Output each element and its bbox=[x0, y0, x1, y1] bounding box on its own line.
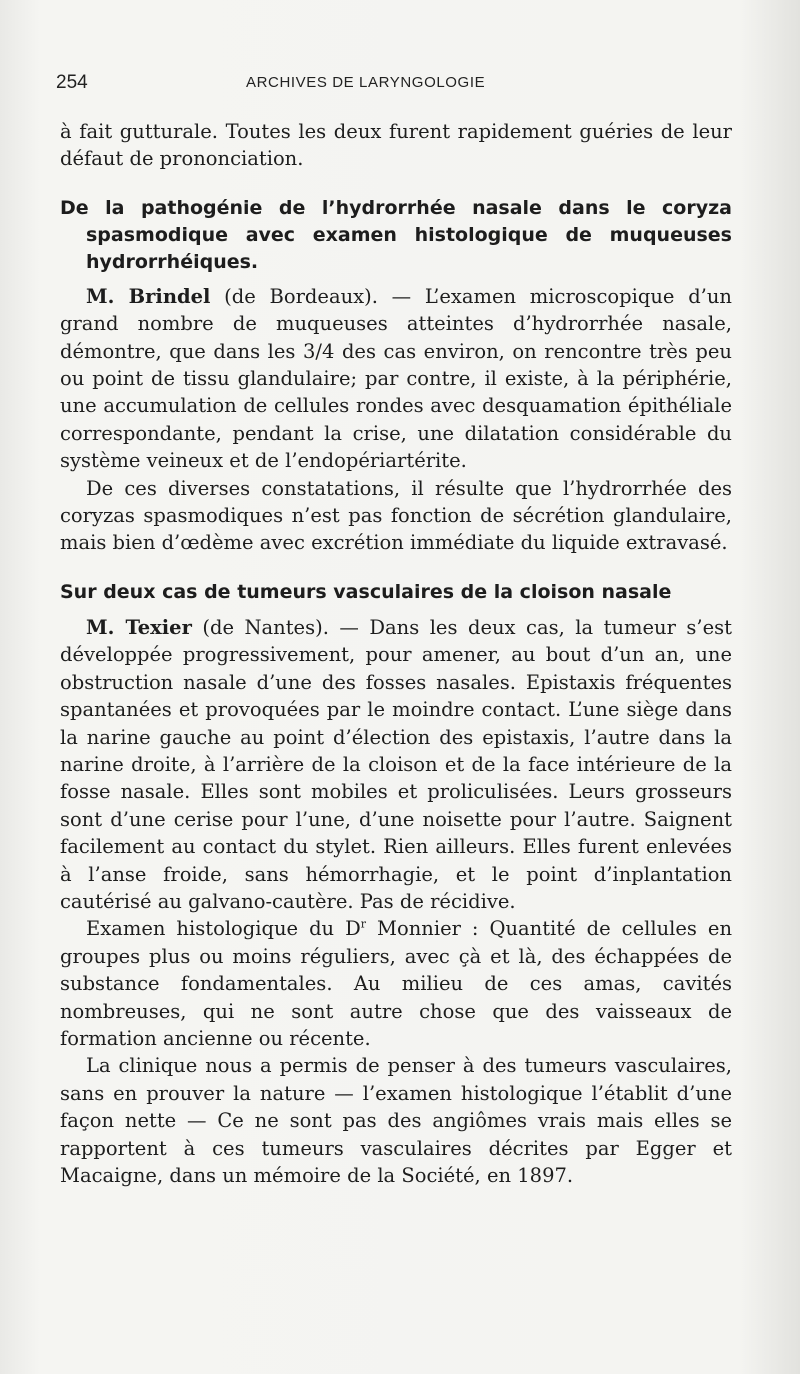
texier-text: (de Nantes). — Dans les deux cas, la tumeur s’est développée progressivement, pour amener, au bout d’un an, une obstruction nasale d’une des fosses nasales. Epistaxis fréquentes spantanées et provoquées par le moindre contact. L’une siège dans la narine gauche au point d’élection des epistaxis, l’autre dans la narine droite, à l’arrière de la cloison et de la face intérieure de la fosse nasale. Elles sont mobiles et proliculisées. Leurs grosseurs sont d’une cerise pour l’une, d’une noisette pour l’autre. Saignent facilement au contact du stylet. Rien ailleurs. Elles furent enlevées à l’anse froide, sans hémorrhagie, et le point d’inplantation cautérisé au galvano-cautère. Pas de récidive. bbox=[60, 615, 733, 913]
body-text bbox=[60, 118, 732, 1189]
speaker-brindel: M. Brindel bbox=[86, 284, 211, 308]
histology-paragraph bbox=[60, 915, 732, 1052]
page-number: 254 bbox=[56, 72, 88, 93]
page-header bbox=[56, 72, 736, 102]
texier-paragraph bbox=[60, 614, 732, 915]
brindel-text: (de Bordeaux). — L’examen microscopique d’un grand nombre de muqueuses atteintes d’hydrorrhée nasale, démontre, que dans les 3/4 des cas environ, on rencontre très peu ou point de tissu glandulaire; par contre, il existe, à la périphérie, une accumulation de cellules rondes avec desquamation épithéliale correspondante, pendant la crise, une dilatation considérable du système veineux et de l’endopériartérite. bbox=[60, 284, 732, 473]
doctor-abbrev-sup: r bbox=[360, 917, 367, 931]
section-heading-pathogenie: De la pathogénie de l’hydrorrhée nasale dans le coryza spasmodique avec examen histologique de muqueuses hydrorrhéiques. bbox=[60, 196, 732, 273]
section-heading-tumeurs: Sur deux cas de tumeurs vasculaires de la cloison nasale bbox=[60, 580, 672, 603]
histology-text-start: Examen histologique du D bbox=[86, 917, 361, 941]
brindel-paragraph bbox=[60, 283, 732, 475]
histology-text-rest: Monnier : Quantité de cellules en groupes plus ou moins réguliers, avec çà et là, des échappées de substance fondamentales. Au milieu de ces amas, cavités nombreuses, qui ne sont autre chose que des vaisseaux de formation ancienne ou récente. bbox=[60, 917, 733, 1050]
speaker-texier: M. Texier bbox=[86, 615, 192, 639]
intro-paragraph: à fait gutturale. Toutes les deux furent rapidement guéries de leur défaut de prononciation. bbox=[60, 120, 732, 171]
running-title: ARCHIVES DE LARYNGOLOGIE bbox=[246, 74, 486, 91]
closing-paragraph: La clinique nous a permis de penser à des tumeurs vasculaires, sans en prouver la nature — l’examen histologique l’établit d’une façon nette — Ce ne sont pas des angiômes vrais mais elles se rapportent à ces tumeurs vasculaires décrites par Egger et Macaigne, dans un mémoire de la Société, en 1897. bbox=[60, 1054, 732, 1187]
conclusion-paragraph: De ces diverses constatations, il résulte que l’hydrorrhée des coryzas spasmodiques n’est pas fonction de sécrétion glandulaire, mais bien d’œdème avec excrétion immédiate du liquide extravasé. bbox=[60, 476, 732, 555]
